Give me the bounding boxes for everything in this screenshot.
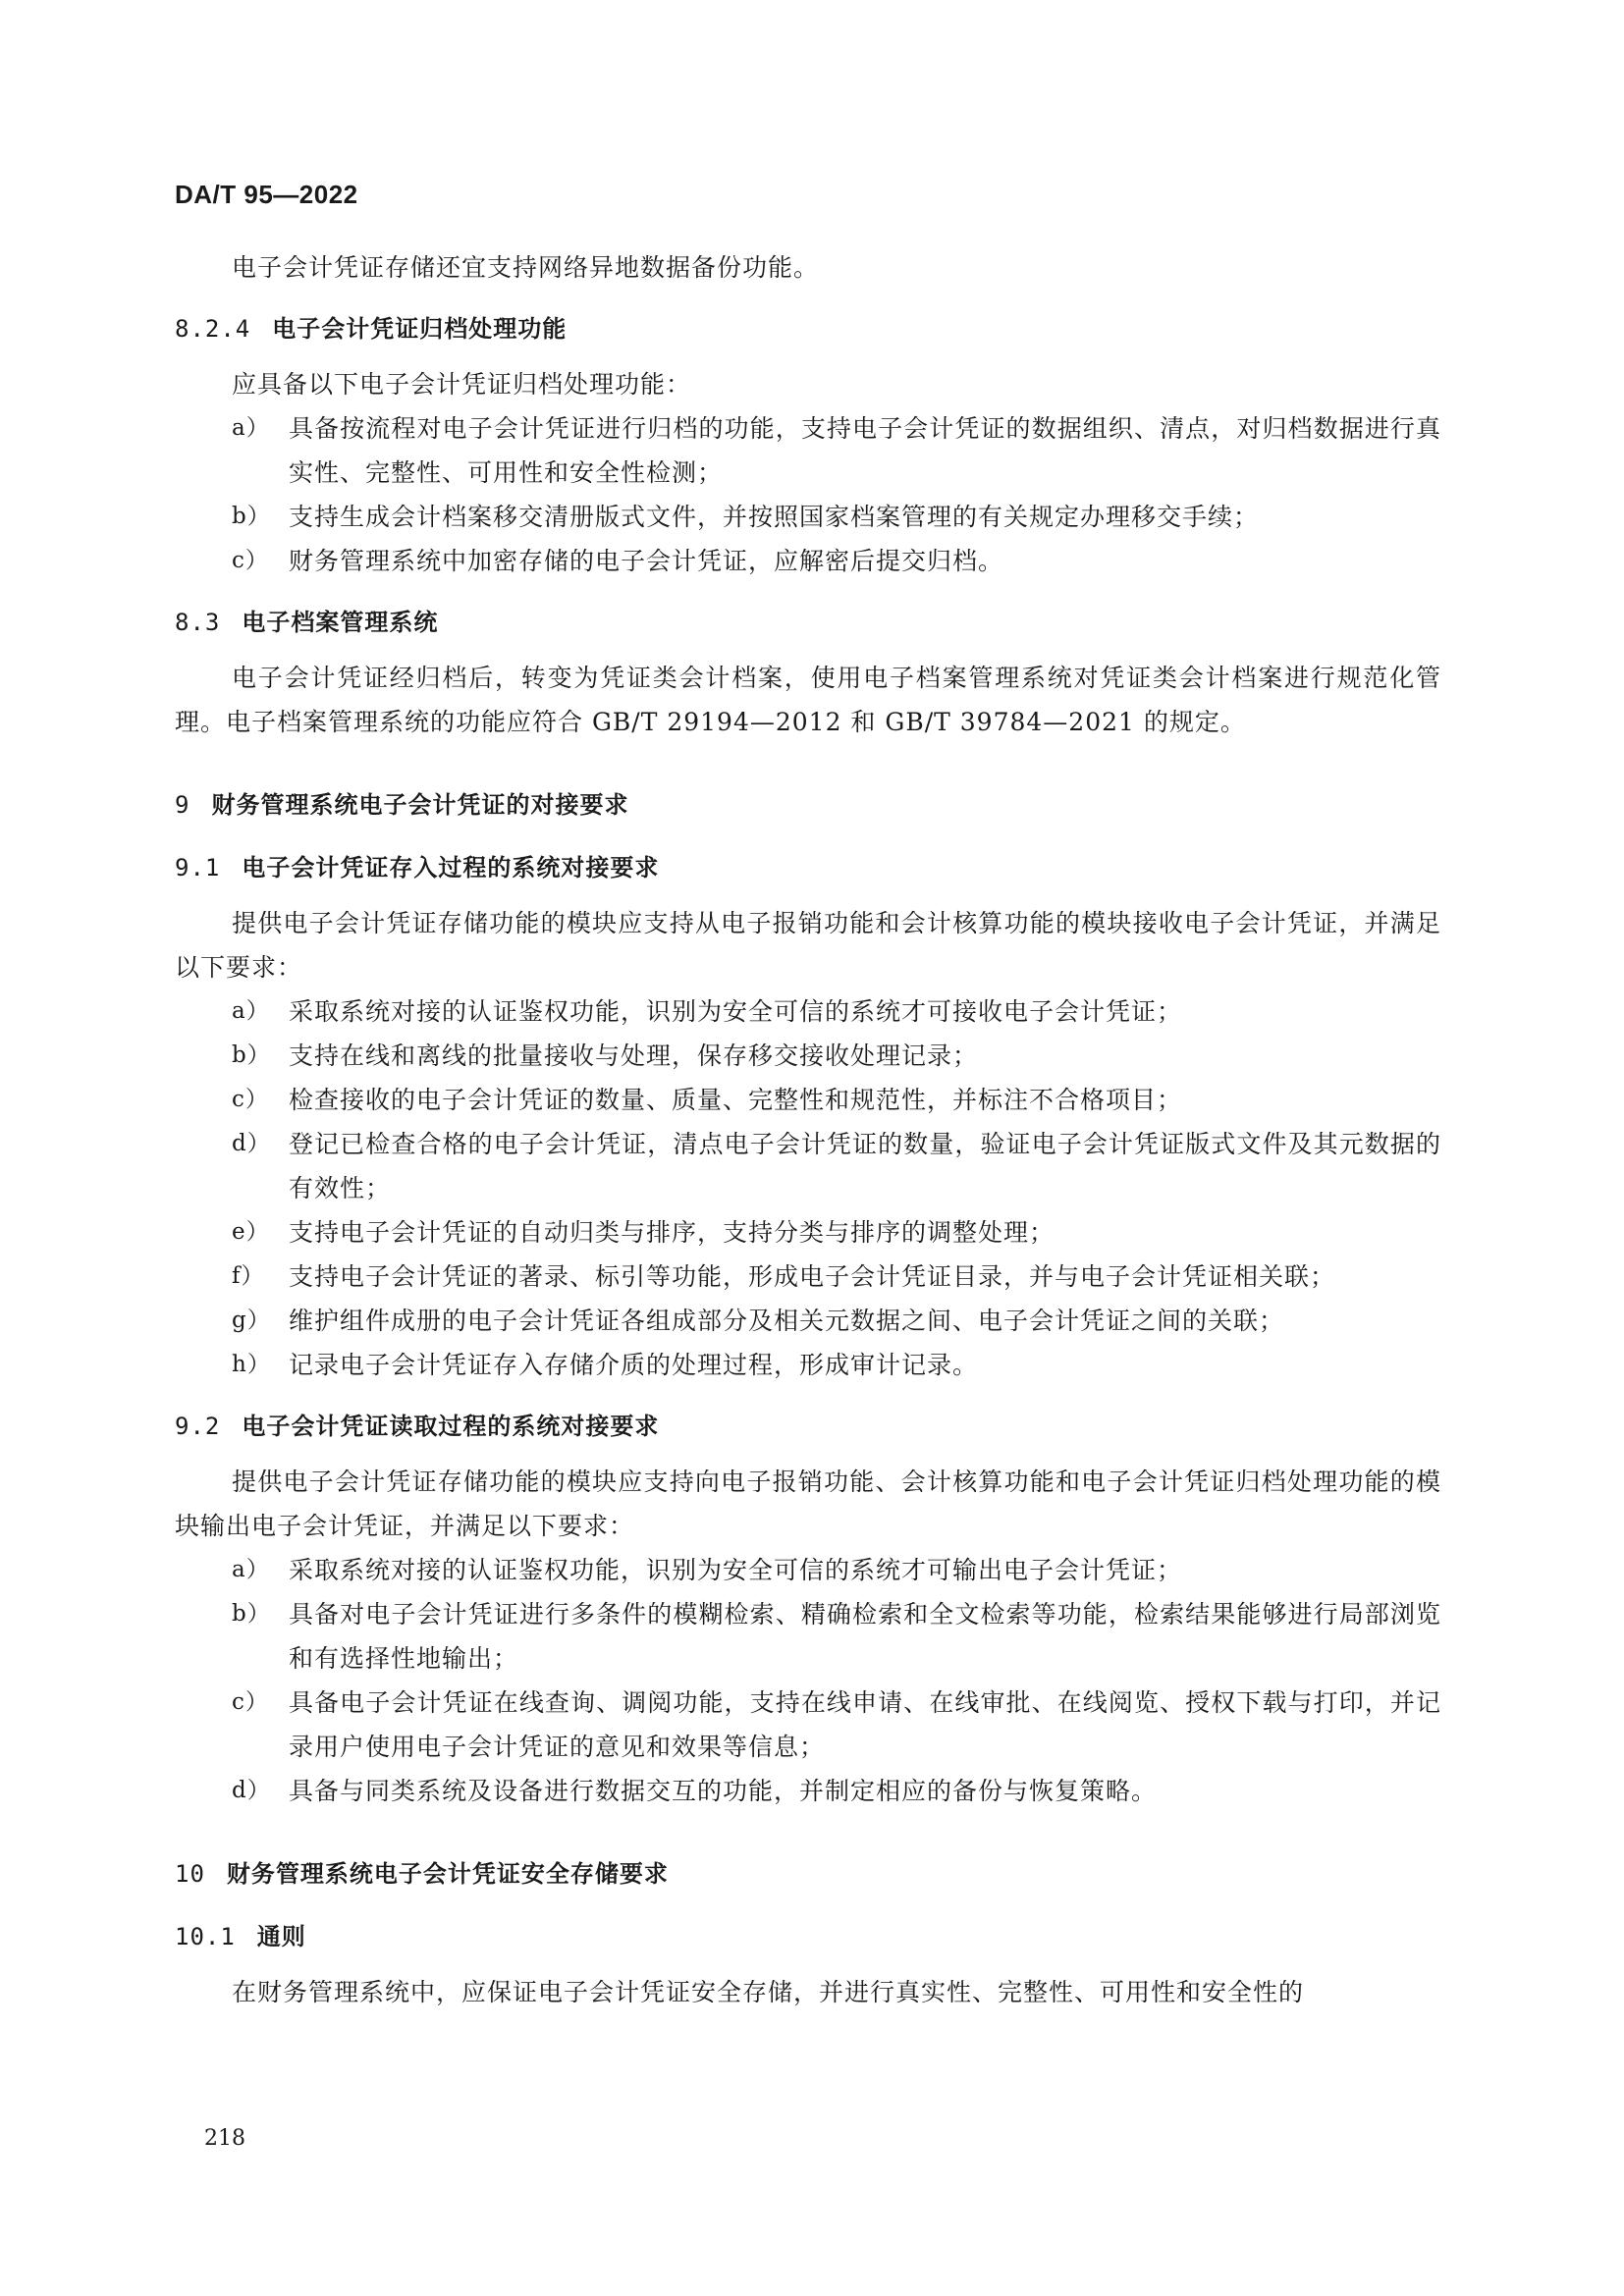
list-item bbox=[175, 989, 1441, 1034]
list-item bbox=[175, 1034, 1441, 1078]
heading-title: 财务管理系统电子会计凭证的对接要求 bbox=[211, 791, 629, 819]
list-marker: b） bbox=[232, 1601, 271, 1627]
list-marker: c） bbox=[232, 1689, 269, 1715]
heading-9-2 bbox=[175, 1405, 1441, 1448]
heading-9-1 bbox=[175, 846, 1441, 889]
section-lead: 提供电子会计凭证存储功能的模块应支持向电子报销功能、会计核算功能和电子会计凭证归档处理功能的模块输出电子会计凭证，并满足以下要求： bbox=[175, 1468, 1441, 1540]
heading-title: 财务管理系统电子会计凭证安全存储要求 bbox=[226, 1860, 669, 1888]
list-text: 具备按流程对电子会计凭证进行归档的功能，支持电子会计凭证的数据组织、清点，对归档数据进行真实性、完整性、可用性和安全性检测； bbox=[289, 414, 1441, 487]
list-marker: a） bbox=[232, 998, 270, 1024]
list-text: 采取系统对接的认证鉴权功能，识别为安全可信的系统才可接收电子会计凭证； bbox=[289, 997, 1183, 1026]
list-text: 支持在线和离线的批量接收与处理，保存移交接收处理记录； bbox=[289, 1041, 979, 1070]
list-marker: b） bbox=[232, 1042, 271, 1068]
section-paragraph: 在财务管理系统中，应保证电子会计凭证安全存储，并进行真实性、完整性、可用性和安全性的 bbox=[232, 1978, 1305, 2006]
section-lead: 提供电子会计凭证存储功能的模块应支持从电子报销功能和会计核算功能的模块接收电子会计凭证，并满足以下要求： bbox=[175, 909, 1441, 982]
list-marker: h） bbox=[232, 1352, 271, 1377]
list-text: 维护组件成册的电子会计凭证各组成部分及相关元数据之间、电子会计凭证之间的关联； bbox=[289, 1307, 1285, 1335]
list-text: 具备对电子会计凭证进行多条件的模糊检索、精确检索和全文检索等功能，检索结果能够进行局部浏览和有选择性地输出； bbox=[289, 1600, 1441, 1673]
list-marker: c） bbox=[232, 548, 269, 573]
heading-number: 10.1 bbox=[175, 1923, 236, 1950]
list-text: 具备与同类系统及设备进行数据交互的功能，并制定相应的备份与恢复策略。 bbox=[289, 1777, 1158, 1805]
standard-code: DA/T 95—2022 bbox=[175, 180, 358, 209]
heading-number: 9.2 bbox=[175, 1413, 221, 1440]
heading-8-2-4 bbox=[175, 307, 1441, 350]
list-item bbox=[175, 495, 1441, 539]
list-item bbox=[175, 1769, 1441, 1813]
list-marker: d） bbox=[232, 1131, 271, 1156]
heading-number: 8.2.4 bbox=[175, 315, 251, 343]
section-lead: 应具备以下电子会计凭证归档处理功能： bbox=[232, 370, 692, 399]
list-item bbox=[175, 406, 1441, 495]
list-marker: a） bbox=[232, 415, 270, 441]
intro-paragraph: 电子会计凭证存储还宜支持网络异地数据备份功能。 bbox=[232, 253, 820, 282]
section-paragraph: 电子会计凭证经归档后，转变为凭证类会计档案，使用电子档案管理系统对凭证类会计档案进行规范化管理。电子档案管理系统的功能应符合 GB/T 29194—2012 和 GB/T 39784—2021 的规定。 bbox=[175, 664, 1441, 736]
heading-10 bbox=[175, 1852, 1441, 1896]
list-text: 登记已检查合格的电子会计凭证，清点电子会计凭证的数量，验证电子会计凭证版式文件及其元数据的有效性； bbox=[289, 1130, 1441, 1202]
heading-number: 8.3 bbox=[175, 609, 221, 636]
list-9-1 bbox=[175, 989, 1441, 1387]
list-item bbox=[175, 1122, 1441, 1210]
page-content bbox=[175, 245, 1441, 2014]
heading-title: 电子会计凭证归档处理功能 bbox=[272, 315, 568, 343]
list-marker: b） bbox=[232, 504, 271, 529]
list-marker: a） bbox=[232, 1557, 270, 1582]
list-text: 采取系统对接的认证鉴权功能，识别为安全可信的系统才可输出电子会计凭证； bbox=[289, 1556, 1183, 1584]
list-text: 检查接收的电子会计凭证的数量、质量、完整性和规范性，并标注不合格项目； bbox=[289, 1086, 1183, 1114]
list-text: 支持电子会计凭证的自动归类与排序，支持分类与排序的调整处理； bbox=[289, 1218, 1056, 1247]
list-text: 支持电子会计凭证的著录、标引等功能，形成电子会计凭证目录，并与电子会计凭证相关联； bbox=[289, 1262, 1336, 1291]
list-item bbox=[175, 1255, 1441, 1299]
list-item bbox=[175, 1210, 1441, 1255]
list-marker: c） bbox=[232, 1087, 269, 1112]
heading-number: 9 bbox=[175, 791, 190, 819]
list-8-2-4 bbox=[175, 406, 1441, 583]
list-marker: g） bbox=[232, 1308, 271, 1333]
list-item bbox=[175, 1592, 1441, 1681]
list-text: 财务管理系统中加密存储的电子会计凭证，应解密后提交归档。 bbox=[289, 547, 1004, 575]
list-marker: e） bbox=[232, 1219, 270, 1245]
heading-number: 10 bbox=[175, 1860, 205, 1888]
heading-9 bbox=[175, 783, 1441, 827]
list-marker: f） bbox=[232, 1263, 265, 1289]
heading-number: 9.1 bbox=[175, 854, 221, 881]
list-marker: d） bbox=[232, 1778, 271, 1803]
list-item bbox=[175, 1343, 1441, 1387]
list-item bbox=[175, 539, 1441, 583]
list-text: 支持生成会计档案移交清册版式文件，并按照国家档案管理的有关规定办理移交手续； bbox=[289, 503, 1260, 531]
list-9-2 bbox=[175, 1548, 1441, 1813]
list-item bbox=[175, 1681, 1441, 1769]
heading-title: 电子档案管理系统 bbox=[242, 609, 439, 636]
list-item bbox=[175, 1548, 1441, 1592]
list-text: 具备电子会计凭证在线查询、调阅功能，支持在线申请、在线审批、在线阅览、授权下载与打印，并记录用户使用电子会计凭证的意见和效果等信息； bbox=[289, 1688, 1441, 1761]
heading-10-1 bbox=[175, 1915, 1441, 1958]
list-text: 记录电子会计凭证存入存储介质的处理过程，形成审计记录。 bbox=[289, 1351, 979, 1379]
list-item bbox=[175, 1299, 1441, 1343]
page-number: 218 bbox=[204, 2126, 245, 2151]
list-item bbox=[175, 1078, 1441, 1122]
heading-title: 电子会计凭证读取过程的系统对接要求 bbox=[242, 1413, 660, 1440]
heading-8-3 bbox=[175, 601, 1441, 644]
heading-title: 电子会计凭证存入过程的系统对接要求 bbox=[242, 854, 660, 881]
heading-title: 通则 bbox=[256, 1923, 306, 1950]
